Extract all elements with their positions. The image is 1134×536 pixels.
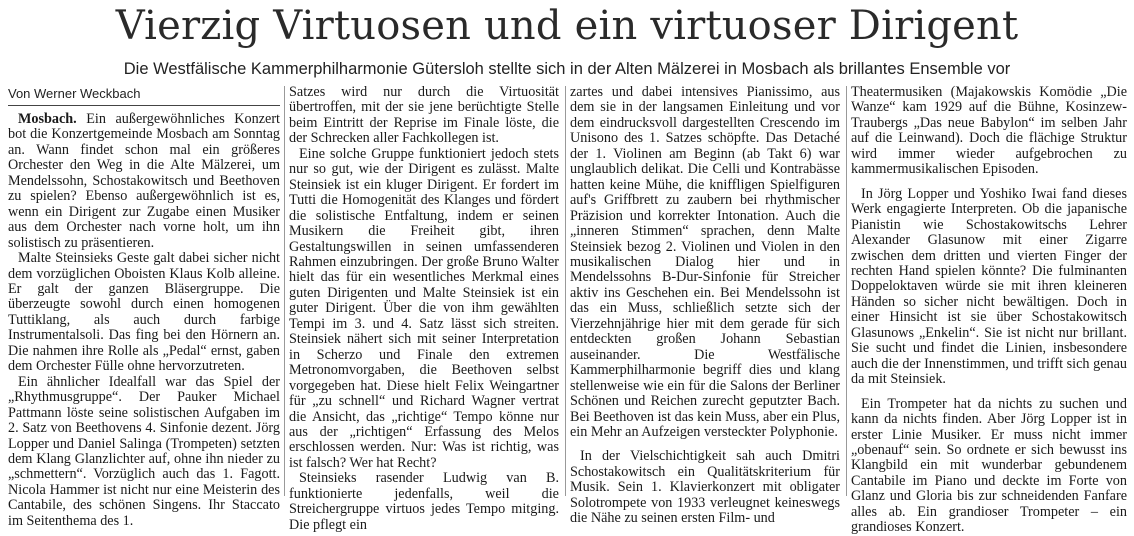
paragraph-text: In Jörg Lopper und Yoshiko Iwai fand dieses Werk engagierte Interpreten. Ob die japanische Pianistin wie Schostakowitschs Lehrer Alexander Glasunow mit einer Zigarre zwischen dem dritten und vierten Finger der rechten Hand spielen könnte? Die fulminanten Doppeloktaven würde sie mit ihren kleineren Händen so sicher nicht bewältigen. Doch in einer Hinsicht ist sie über Schostakowitsch Glasunows „Enkelin“. Sie ist nicht nur brillant. Sie sucht und findet die Linien, insbesondere auch die der Innenstimmen, und trifft sich genau da mit Steinsiek.: [851, 185, 1127, 388]
article-paragraph: [8, 251, 280, 375]
article-paragraph: [851, 397, 1127, 536]
article-column-4: [851, 84, 1127, 536]
article-paragraph: [289, 471, 559, 533]
paragraph-text: zartes und dabei intensives Pianissimo, aus dem sie in der langsamen Einleitung und vor dem eindrucksvoll dargestellten Crescendo im Unisono des 1. Satzes schöpfte. Das Detaché der 1. Violinen am Beginn (ab Takt 6) war unglaublich delikat. Die Celli und Kontrabässe hatten keine Mühe, die kniffligen Spielfiguren auf's Griffbrett zu zaubern bei rhythmischer Präzision und korrekter Intonation. Auch die „inneren Stimmen“ sprachen, denn Malte Steinsiek bezog 2. Violinen und Violen in den musikalischen Dialog hier und in Mendelssohns B-Dur-Sinfonie für Streicher aktiv ins Geschehen ein. Bei Mendelssohn ist das ein Muss, schließlich setzte sich der Vierzehnjährige hier mit dem gerade für sich entdeckten großen Johann Sebastian auseinander. Die Westfälische Kammerphilharmonie begriff dies und klang stellenweise wie ein für die Salons der Berliner Schönen und Reichen zurecht geputzter Bach. Bei Beethoven ist das kein Muss, aber ein Plus, ein Mehr an Aufzeigen versteckter Polyphonie.: [570, 84, 840, 440]
paragraph-text: Steinsieks rasender Ludwig van B. funktionierte jedenfalls, weil die Streichergruppe virtuos jedes Tempo mitging. Die pflegt ein: [289, 470, 559, 533]
column-rule: [284, 86, 285, 496]
article-paragraph: [851, 85, 1127, 178]
article-paragraph: [570, 449, 840, 526]
paragraph-text: Ein außergewöhnliches Konzert bot die Konzertgemeinde Mosbach am Sonntag an. Wann findet schon mal ein größeres Orchester den Weg in die Alte Mälzerei, um Mendelssohn, Schostakowitsch und Beethoven zu spielen? Ebenso außergewöhnlich ist es, wenn ein Dirigent zur Zugabe einen Musiker aus dem Orchester nach vorne holt, um ihn solistisch zu präsentieren.: [8, 111, 280, 251]
article-headline: Vierzig Virtuosen und ein virtuoser Dirigent: [115, 3, 1019, 49]
byline: Von Werner Weckbach: [8, 86, 280, 106]
paragraph-text: Ein Trompeter hat da nichts zu suchen und kann da nichts finden. Aber Jörg Lopper ist in erster Linie Musiker. Er muss nicht immer „obenauf“ sein. So ordnete er sich bewusst ins Klangbild ein mit wunderbar gebundenem Cantabile im Piano und deckte im Forte von Glanz und Gloria bis zur schneidenden Fanfare alles ab. Ein grandioser Trompeter – ein grandioses Konzert.: [851, 395, 1127, 536]
column-rule: [565, 86, 566, 496]
dateline: Mosbach.: [18, 111, 77, 127]
paragraph-text: Theatermusiken (Majakowskis Komödie „Die Wanze“ kam 1929 auf die Bühne, Kosinzew-Traubergs „Das neue Babylon“ im selben Jahr auf die Leinwand). Doch die flächige Struktur wird immer wieder aufgebrochen zu kammermusikalischen Episoden.: [851, 84, 1127, 178]
article-column-3: [570, 84, 840, 527]
article-subheadline: Die Westfälische Kammerphilharmonie Gütersloh stellte sich in der Alten Mälzerei in Mosbach als brillantes Ensemble vor: [123, 60, 1011, 78]
paragraph-text: In der Vielschichtigkeit sah auch Dmitri Schostakowitsch ein Qualitätskriterium für Musik. Sein 1. Klavierkonzert mit obligater Solotrompete von 1933 verleugnet keineswegs die Nähe zu seinen ersten Film- und: [570, 448, 840, 527]
article-column-1: [8, 111, 280, 529]
article-column-2: [289, 84, 559, 533]
column-rule: [846, 86, 847, 496]
paragraph-text: Eine solche Gruppe funktioniert jedoch stets nur so gut, wie der Dirigent es zulässt. Malte Steinsiek ist ein kluger Dirigent. Er fordert im Tutti die Homogenität des Klanges und fördert die solistische Entfaltung, indem er seinen Musikern die Freiheit gibt, ihren Gestaltungswillen in seinen umfassenderen Rahmen einzubringen. Der große Bruno Walter hielt das für ein wesentliches Merkmal eines guten Dirigenten und Malte Steinsiek ist ein guter Dirigent. Über die von ihm gewählten Tempi im 3. und 4. Satz lässt sich streiten. Steinsiek nähert sich mit seiner Interpretation in Scherzo und Finale den extremen Metronomvorgaben, die Beethoven selbst vorgegeben hat. Diese hielt Felix Weingartner für „zu schnell“ und Richard Wagner vertrat die Ansicht, das „richtige“ Tempo könne nur aus der „richtigen“ Erfassung des Melos erschlossen werden. Nur: Was ist richtig, was ist falsch? Wer hat Recht?: [289, 145, 559, 471]
article-paragraph: [851, 187, 1127, 388]
article-paragraph: [289, 147, 559, 472]
paragraph-text: Satzes wird nur durch die Virtuosität übertroffen, mit der sie jene berüchtigte Stelle beim Eintritt der Reprise im Finale löste, die der Schrecken aller Fachkollegen ist.: [289, 84, 559, 147]
article-paragraph: [8, 112, 280, 251]
article-paragraph: [289, 85, 559, 147]
article-paragraph: [8, 375, 280, 530]
article-paragraph: [570, 85, 840, 440]
paragraph-text: Ein ähnlicher Idealfall war das Spiel der „Rhythmusgruppe“. Der Pauker Michael Pattmann löste seine solistischen Aufgaben im 2. Satz von Beethovens 4. Sinfonie dezent. Jörg Lopper und Daniel Salinga (Trompeten) setzten dem Klang Glanzlichter auf, ohne ihn nieder zu „schmettern“. Vorzüglich auch das 1. Fagott. Nicola Hammer ist nicht nur eine Meisterin des Cantabile, des schönen Singens. Ihr Staccato im Seitenthema des 1.: [8, 373, 280, 529]
paragraph-text: Malte Steinsieks Geste galt dabei sicher nicht dem vorzüglichen Oboisten Klaus Kolb alleine. Er galt der ganzen Bläsergruppe. Die überzeugte sowohl durch einen homogenen Tuttiklang, als auch durch farbige Instrumentalsoli. Das fing bei den Hörnern an. Die nahmen ihre Rolle als „Pedal“ ernst, gaben dem Orchester Fülle ohne hervorzutreten.: [8, 250, 280, 375]
